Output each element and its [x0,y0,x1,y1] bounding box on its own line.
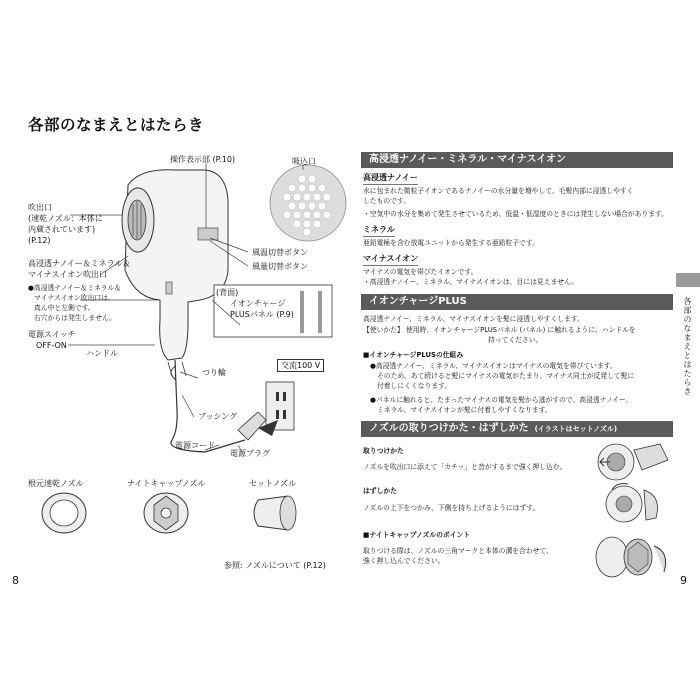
cord-label: 電源コード [175,441,215,450]
section-nanoe-header [361,152,673,168]
ion-mechanism-heading: ■イオンチャージPLUSの仕組み [363,351,464,359]
attach-heading: 取りつけかた [363,447,404,455]
nightcap-text-2: 強く押し込んでください。 [363,557,445,565]
power-switch-label: 電源スイッチ [28,330,76,339]
mineral-subheading: ミネラル [363,224,395,237]
ion-panel-label: イオンチャージ [230,299,286,308]
minus-text-2: ・高浸透ナノイー、ミネラル、マイナスイオンは、目には見えません。 [363,278,579,286]
section-nozzle-note: (イラストはセットノズル) [534,425,618,433]
bushing-label: ブッシング [198,412,238,421]
ion-mech-2: そのため、あて続けると髪にマイナスの電気がたまり、マイナス同士が反発して髪に [377,372,635,380]
nanoe-text-1: 水に包まれた微粒子イオンであるナノイーの水分量を増やして、毛髪内部に浸透しやすく [363,187,634,195]
nightcap-heading: ■ナイトキャップノズルのポイント [363,531,471,539]
hanger-label: つり輪 [202,368,226,377]
minus-text-1: マイナスの電気を帯びたイオンです。 [363,268,478,276]
remove-heading: はずしかた [363,487,397,495]
outlet-label-3: 内蔵されています) [28,225,96,234]
section-side-tab [676,273,700,287]
ion-mech-3: 付着しにくくなります。 [377,382,452,390]
mineral-text: 亜鉛電極を含む放電ユニットから発生する亜鉛粒子です。 [363,239,539,247]
nano-outlet-label-2: マイナスイオン吹出口 [28,270,108,279]
remove-text: ノズルの上下をつかみ、下側を持ち上げるようにはずす。 [363,504,540,512]
section-ion-header [361,294,673,310]
nanoe-subheading: 高浸透ナノイー [363,172,418,185]
section-ion-title: イオンチャージPLUS [369,296,467,307]
nozzle-label-nightcap: ナイトキャップノズル [127,479,206,488]
intake-label: 吸込口 [292,157,316,166]
ac-label: 交流100 V [277,359,324,372]
section-nanoe-title: 高浸透ナノイー・ミネラル・マイナスイオン [369,154,566,165]
nanoe-note: ・空気中の水分を集めて発生させているため、低温・低湿度のときには発生しない場合があります。 [363,210,669,218]
ion-text-2: 【使いかた】 使用時、イオンチャージPLUSパネル (パネル) に触れるように、ハンドルを [363,326,636,334]
nozzle-label-root: 根元速乾ノズル [28,479,84,488]
nano-note-3: 真ん中と左側です。 [34,304,95,312]
nightcap-text-1: 取りつける際は、ノズルの三角マークと本体の溝を合わせて、 [363,547,553,555]
minus-subheading: マイナスイオン [363,253,418,266]
nozzle-label-set: セットノズル [249,479,297,488]
remove-illustration [598,480,674,528]
power-switch-state: OFF-ON [36,341,67,350]
outlet-label: 吹出口 [28,203,52,212]
ion-panel-label-2: PLUSパネル (P.9) [230,310,294,319]
page-number-right: 9 [680,574,687,587]
back-label: (背面) [216,288,239,297]
temp-button-label: 風温切替ボタン [252,248,308,257]
outlet-label-4: (P.12) [28,236,51,245]
page-number-left: 8 [12,574,19,587]
handle-label: ハンドル [86,349,118,358]
ion-mech-4: ●パネルに触れると、たまったマイナスの電気を髪から逃がすので、高浸透ナノイー、 [370,396,633,404]
air-button-label: 風量切替ボタン [252,262,308,271]
ion-text-1: 高浸透ナノイー、ミネラル、マイナスイオンを髪に浸透しやすくします。 [363,315,584,323]
attach-text: ノズルを吹出口に添えて「カチッ」と音がするまで強く押し込む。 [363,463,567,471]
nightcap-illustration [590,532,674,582]
ion-text-3: 持ってください。 [488,336,543,344]
attach-illustration [590,440,672,484]
outlet-label-2: (速乾ノズル：本体に [28,214,103,223]
nano-note-4: 右穴からは発生しません。 [34,314,116,322]
section-nozzle-title: ノズルの取りつけかた・はずしかた [369,423,529,434]
nano-note-2: マイナスイオン吹出口は、 [34,294,115,302]
reference-note: 参照: ノズルについて (P.12) [224,561,326,570]
plug-label: 電源プラグ [230,449,270,458]
control-panel-label: 操作表示部 (P.10) [170,155,236,164]
nano-note: ●高浸透ナノイー＆ミネラル＆ [28,284,121,292]
ion-mech-1: ●高浸透ナノイー、ミネラル、マイナスイオンはマイナスの電気を帯びています。 [370,362,617,370]
ion-mech-5: ミネラル、マイナスイオンが髪に付着しやすくなります。 [377,406,552,414]
nanoe-text-2: したものです。 [363,197,411,205]
section-nozzle-header [361,421,673,437]
section-side-label: 各部のなまえとはたらき [683,297,692,396]
page-title: 各部のなまえとはたらき [28,116,205,134]
nano-outlet-label: 高浸透ナノイー＆ミネラル＆ [28,259,131,268]
